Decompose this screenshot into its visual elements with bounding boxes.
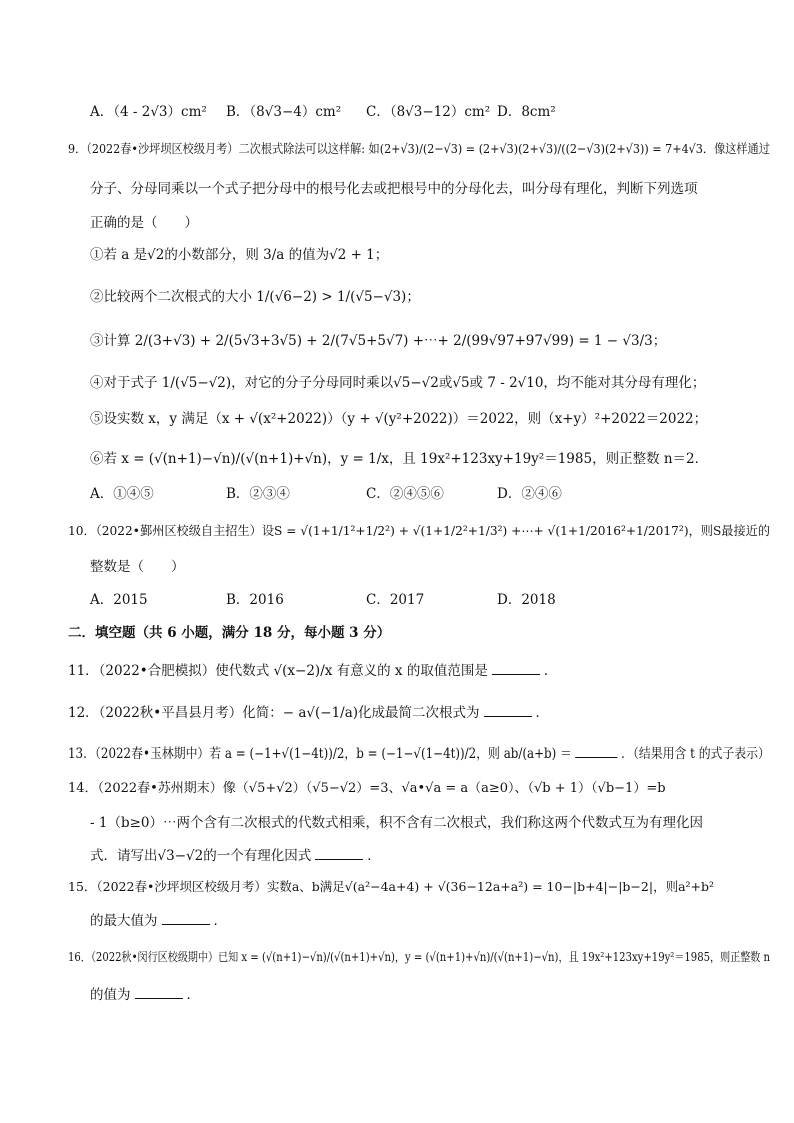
q16-line1: 16．（2022秋•闵行区校级期中）已知 x = (√(n+1)−√n)/(√(n+1)+√n)，y = (√(n+1)+√n)/(√(n+1)−√n)，且 19x²+123xy+19y²＝1985，则正整数 n <box>68 950 771 964</box>
q9-line1: 9．（2022春•沙坪坝区校级月考）二次根式除法可以这样解: 如(2+√3)/(2−√3) = (2+√3)(2+√3)/((2−√3)(2+√3)) = 7+4√3．像这样通过 <box>68 141 770 156</box>
q15-line2-text: 的最大值为 <box>90 913 158 929</box>
q15-end: ． <box>213 913 227 929</box>
q12-answer-blank[interactable] <box>484 704 532 717</box>
section-heading-fill-in: 二．填空题（共 6 小题，满分 18 分，每小题 3 分） <box>68 625 391 641</box>
q12-text: 12．（2022秋•平昌县月考）化简：− a√(−1/a)化成最简二次根式为 <box>68 705 480 721</box>
q10-option-d: D．2018 <box>497 592 556 608</box>
q11 <box>68 662 557 680</box>
q10-line1: 10．（2022•鄞州区校级自主招生）设S = √(1+1/1²+1/2²) + √(1+1/2²+1/3²) +⋯+ √(1+1/2016²+1/2017²)，则S最接近的 <box>68 523 771 538</box>
q13-end: ．（结果用含 t 的式子表示） <box>621 746 770 762</box>
q14-line1: 14．（2022春•苏州期末）像（√5+√2）（√5−√2）=3、√a•√a = a（a≥0）、（√b + 1）（√b−1）=b <box>68 781 666 796</box>
q9-option-b: B．②③④ <box>226 486 290 502</box>
q12-end: ． <box>535 705 550 721</box>
q9-option-d: D．②④⑥ <box>497 486 562 502</box>
q11-answer-blank[interactable] <box>492 662 540 675</box>
q14-line3 <box>90 847 381 865</box>
q12 <box>68 704 549 722</box>
q11-end: ． <box>543 663 558 679</box>
q16-answer-blank[interactable] <box>135 986 183 999</box>
q9-statement-4: ④对于式子 1/(√5−√2)，对它的分子分母同时乘以√5−√2或√5或 7 - 2√10，均不能对其分母有理化； <box>90 375 706 391</box>
q14-line3-text: 式．请写出√3−√2的一个有理化因式 <box>90 848 312 864</box>
q16-line2-text: 的值为 <box>90 987 131 1003</box>
q10-option-b: B．2016 <box>226 592 284 608</box>
q9-option-c: C．②④⑤⑥ <box>366 486 444 502</box>
q10-option-c: C．2017 <box>366 592 425 608</box>
q14-end: ． <box>367 848 381 864</box>
q9-option-a: A．①④⑤ <box>90 486 154 502</box>
q9-statement-3: ③计算 2/(3+√3) + 2/(5√3+3√5) + 2/(7√5+5√7) +⋯+ 2/(99√97+97√99) = 1 − √3/3； <box>90 333 667 349</box>
q13-answer-blank[interactable] <box>575 745 617 758</box>
q8-option-d: D．8cm² <box>497 104 556 120</box>
q9-statement-1: ①若 a 是√2的小数部分，则 3/a 的值为√2 + 1； <box>90 247 389 263</box>
q16-end: ． <box>186 987 200 1003</box>
q16-line2 <box>90 986 200 1004</box>
q10-line2: 整数是（ ） <box>90 559 185 575</box>
q14-answer-blank[interactable] <box>315 847 363 860</box>
q13-text: 13．（2022春•玉林期中）若 a = (−1+√(1−4t))/2，b = (−1−√(1−4t))/2，则 ab/(a+b) ＝ <box>68 746 572 762</box>
q8-option-c: C．（8√3−12）cm² <box>366 104 491 120</box>
q11-text: 11．（2022•合肥模拟）使代数式 √(x−2)/x 有意义的 x 的取值范围是 <box>68 663 488 679</box>
q9-line2: 分子、分母同乘以一个式子把分母中的根号化去或把根号中的分母化去，叫分母有理化，判断下列选项 <box>90 181 698 197</box>
q15-answer-blank[interactable] <box>162 912 210 925</box>
q9-statement-5: ⑤设实数 x，y 满足（x + √(x²+2022)）（y + √(y²+2022)）＝2022，则（x+y）²+2022＝2022； <box>90 411 708 427</box>
q8-option-a: A．（4 - 2√3）cm² <box>90 104 207 120</box>
q9-statement-2: ②比较两个二次根式的大小 1/(√6−2) > 1/(√5−√3)； <box>90 289 420 305</box>
q14-line2: - 1（b≥0）⋯两个含有二次根式的代数式相乘，积不含有二次根式，我们称这两个代数式互为有理化因 <box>90 815 703 831</box>
q13 <box>68 745 770 763</box>
q8-option-b: B．（8√3−4）cm² <box>226 104 342 120</box>
q9-line3: 正确的是（ ） <box>90 215 198 231</box>
q10-option-a: A．2015 <box>90 592 148 608</box>
q15-line2 <box>90 912 227 930</box>
q15-line1: 15．（2022春•沙坪坝区校级月考）实数a、b满足√(a²−4a+4) + √(36−12a+a²) = 10−|b+4|−|b−2|，则a²+b² <box>68 879 715 894</box>
q9-statement-6: ⑥若 x = (√(n+1)−√n)/(√(n+1)+√n)，y = 1/x，且 19x²+123xy+19y²＝1985，则正整数 n＝2． <box>90 451 709 467</box>
